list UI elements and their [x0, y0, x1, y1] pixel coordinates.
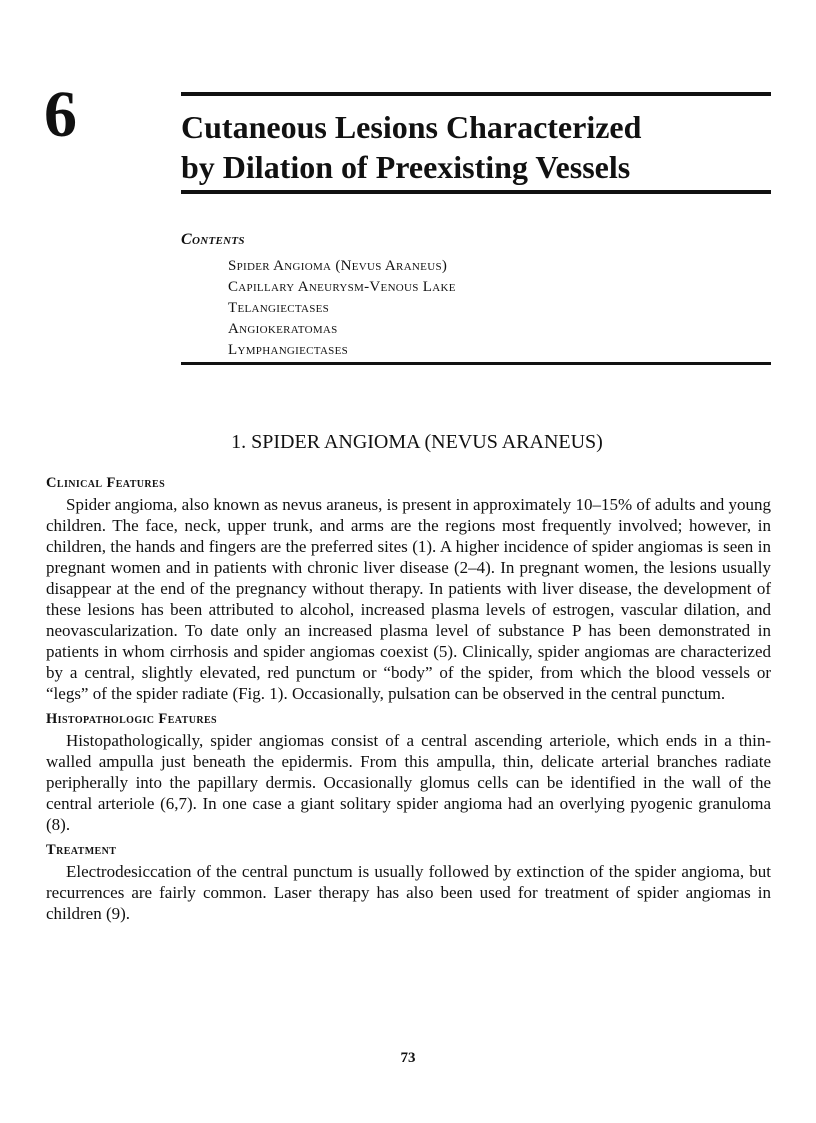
body-text: [46, 472, 771, 928]
chapter-title: [181, 107, 641, 187]
histopathologic-features-paragraph: Histopathologically, spider angiomas consist of a central ascending arteriole, which ends in a thin-walled ampulla just beneath the epidermis. From this ampulla, thin, delicate arterial branches radiate peripherally into the papillary dermis. Occasionally glomus cells can be identified in the wall of the central arteriole (6,7). In one case a giant solitary spider angioma had an overlying pyogenic granuloma (8).: [46, 731, 771, 834]
chapter-number: 6: [44, 78, 77, 151]
contents-item: Lymphangiectases: [228, 342, 349, 358]
treatment-heading: Treatment: [46, 842, 117, 858]
title-rule-bottom: [181, 190, 771, 194]
chapter-title-line-2: by Dilation of Preexisting Vessels: [181, 149, 631, 185]
contents-list: [228, 256, 456, 361]
contents-rule: [181, 362, 771, 365]
contents-item: Capillary Aneurysm-Venous Lake: [228, 279, 456, 295]
contents-item: Telangiectases: [228, 300, 330, 316]
page-number: 73: [400, 1050, 416, 1066]
chapter-title-line-1: Cutaneous Lesions Characterized: [181, 109, 642, 145]
contents-item: Angiokeratomas: [228, 321, 338, 337]
clinical-features-paragraph: Spider angioma, also known as nevus araneus, is present in approximately 10–15% of adults and young children. The face, neck, upper trunk, and arms are the regions most frequently involved; however, in children, the hands and fingers are the preferred sites (1). A higher incidence of spider angiomas is seen in pregnant women and in patients with chronic liver disease (2–4). In pregnant women, the lesions usually disappear at the end of the pregnancy without therapy. In patients with liver disease, the development of these lesions has been attributed to alcohol, increased plasma levels of estrogen, vascular dilation, and neovascularization. To date only an increased plasma level of substance P has been demonstrated in patients in whom cirrhosis and spider angiomas coexist (5). Clinically, spider angiomas are characterized by a central, slightly elevated, red punctum or “body” of the spider, from which the blood vessels or “legs” of the spider radiate (Fig. 1). Occasionally, pulsation can be observed in the central punctum.: [46, 495, 771, 703]
title-rule-top: [181, 92, 771, 96]
section-heading: 1. SPIDER ANGIOMA (NEVUS ARANEUS): [231, 431, 603, 453]
treatment-paragraph: Electrodesiccation of the central punctum is usually followed by extinction of the spider angioma, but recurrences are fairly common. Laser therapy has also been used for treatment of spider angiomas in children (9).: [46, 862, 771, 923]
clinical-features-heading: Clinical Features: [46, 475, 166, 491]
histopathologic-features-heading: Histopathologic Features: [46, 711, 217, 727]
contents-heading: Contents: [181, 231, 245, 248]
contents-item: Spider Angioma (Nevus Araneus): [228, 258, 448, 274]
